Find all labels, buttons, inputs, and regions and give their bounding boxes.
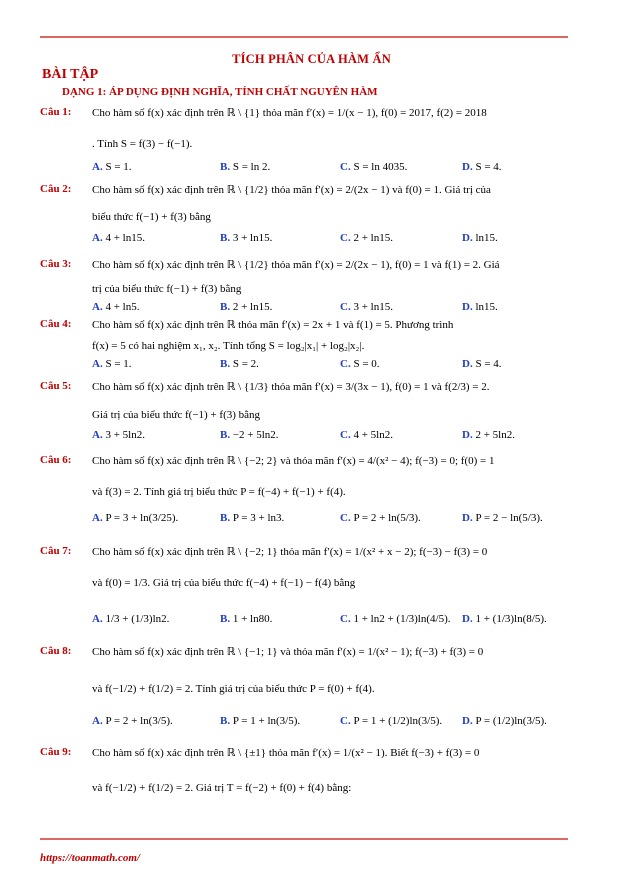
answer-d: D. S = 4. (462, 161, 502, 173)
answer-c: C. S = 0. (340, 358, 380, 370)
question-text: f(x) = 5 có hai nghiệm x₁, x₂. Tính tổng S = log₂|x₁| + log₂|x₂|. (92, 340, 365, 352)
answer-c: C. S = ln 4035. (340, 161, 408, 173)
answer-b: B. S = 2. (220, 358, 259, 370)
answer-b: B. 3 + ln15. (220, 232, 273, 244)
question-label: Câu 6: (40, 454, 72, 466)
question-label: Câu 8: (40, 645, 72, 657)
answer-b: B. S = ln 2. (220, 161, 271, 173)
footer-link[interactable]: https://toanmath.com/ (40, 852, 140, 864)
answer-a: A. 4 + ln5. (92, 301, 140, 313)
subsection-heading: DẠNG 1: ÁP DỤNG ĐỊNH NGHĨA, TÍNH CHẤT NGUYÊN HÀM (62, 86, 378, 98)
bottom-rule (40, 838, 568, 840)
section-heading: BÀI TẬP (42, 67, 99, 82)
question-text: biểu thức f(−1) + f(3) bằng (92, 211, 211, 223)
question-text: Cho hàm số f(x) xác định trên ℝ \ {1/2} thỏa mãn f′(x) = 2/(2x − 1) và f(0) = 1. Giá trị của (92, 184, 491, 196)
question-text: và f(0) = 1/3. Giá trị của biểu thức f(−4) + f(−1) − f(4) bằng (92, 577, 356, 589)
answer-c: C. 1 + ln2 + (1/3)ln(4/5). (340, 613, 451, 625)
question-text: và f(3) = 2. Tính giá trị biểu thức P = f(−4) + f(−1) + f(4). (92, 486, 346, 498)
question-label: Câu 5: (40, 380, 72, 392)
question-label: Câu 2: (40, 183, 72, 195)
question-text: Cho hàm số f(x) xác định trên ℝ thỏa mãn f′(x) = 2x + 1 và f(1) = 5. Phương trình (92, 319, 454, 331)
question-text: Cho hàm số f(x) xác định trên ℝ \ {1/2} thỏa mãn f′(x) = 2/(2x − 1), f(0) = 1 và f(1) = 2. Giá (92, 259, 500, 271)
answer-a: A. 4 + ln15. (92, 232, 145, 244)
answer-c: C. P = 1 + (1/2)ln(3/5). (340, 715, 443, 727)
answer-a: A. S = 1. (92, 161, 132, 173)
answer-a: A. P = 3 + ln(3/25). (92, 512, 179, 524)
answer-d: D. 1 + (1/3)ln(8/5). (462, 613, 547, 625)
question-text: Cho hàm số f(x) xác định trên ℝ \ {1} thỏa mãn f′(x) = 1/(x − 1), f(0) = 2017, f(2) = 2018 (92, 107, 487, 119)
page-title: TÍCH PHÂN CỦA HÀM ẨN (232, 52, 391, 66)
answer-c: C. 2 + ln15. (340, 232, 393, 244)
answer-d: D. ln15. (462, 232, 498, 244)
answer-b: B. 1 + ln80. (220, 613, 273, 625)
answer-b: B. 2 + ln15. (220, 301, 273, 313)
question-text: Giá trị của biểu thức f(−1) + f(3) bằng (92, 409, 261, 421)
question-text: và f(−1/2) + f(1/2) = 2. Tính giá trị của biểu thức P = f(0) + f(4). (92, 683, 375, 695)
answer-d: D. 2 + 5ln2. (462, 429, 515, 441)
answer-c: C. P = 2 + ln(5/3). (340, 512, 421, 524)
answer-c: C. 4 + 5ln2. (340, 429, 393, 441)
question-text: Cho hàm số f(x) xác định trên ℝ \ {1/3} thỏa mãn f′(x) = 3/(3x − 1), f(0) = 1 và f(2/3) = 2. (92, 381, 490, 393)
answer-a: A. 3 + 5ln2. (92, 429, 145, 441)
answer-b: B. P = 3 + ln3. (220, 512, 285, 524)
answer-a: A. P = 2 + ln(3/5). (92, 715, 173, 727)
question-text: Cho hàm số f(x) xác định trên ℝ \ {±1} thỏa mãn f′(x) = 1/(x² − 1). Biết f(−3) + f(3) = 0 (92, 747, 480, 759)
question-label: Câu 9: (40, 746, 72, 758)
answer-d: D. ln15. (462, 301, 498, 313)
answer-b: B. −2 + 5ln2. (220, 429, 279, 441)
answer-d: D. P = (1/2)ln(3/5). (462, 715, 547, 727)
question-label: Câu 4: (40, 318, 72, 330)
answer-d: D. P = 2 − ln(5/3). (462, 512, 543, 524)
question-text: . Tính S = f(3) − f(−1). (92, 138, 193, 150)
question-text: trị của biểu thức f(−1) + f(3) bằng (92, 283, 242, 295)
question-text: Cho hàm số f(x) xác định trên ℝ \ {−2; 1} thỏa mãn f′(x) = 1/(x² + x − 2); f(−3) − f(3) = 0 (92, 546, 488, 558)
answer-a: A. S = 1. (92, 358, 132, 370)
top-rule (40, 36, 568, 38)
question-label: Câu 1: (40, 106, 72, 118)
question-text: Cho hàm số f(x) xác định trên ℝ \ {−2; 2} và thỏa mãn f′(x) = 4/(x² − 4); f(−3) = 0; f(0) = 1 (92, 455, 495, 467)
question-label: Câu 3: (40, 258, 72, 270)
question-label: Câu 7: (40, 545, 72, 557)
question-text: và f(−1/2) + f(1/2) = 2. Giá trị T = f(−2) + f(0) + f(4) bằng: (92, 782, 352, 794)
answer-a: A. 1/3 + (1/3)ln2. (92, 613, 170, 625)
answer-d: D. S = 4. (462, 358, 502, 370)
question-text: Cho hàm số f(x) xác định trên ℝ \ {−1; 1} và thỏa mãn f′(x) = 1/(x² − 1); f(−3) + f(3) = 0 (92, 646, 484, 658)
answer-b: B. P = 1 + ln(3/5). (220, 715, 301, 727)
answer-c: C. 3 + ln15. (340, 301, 393, 313)
